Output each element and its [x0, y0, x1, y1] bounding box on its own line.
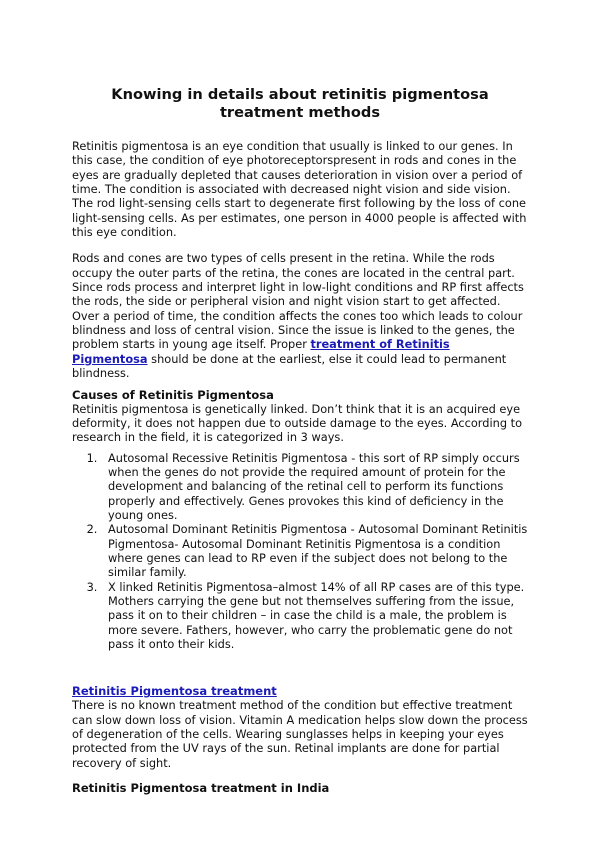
causes-heading: Causes of Retinitis Pigmentosa: [72, 387, 274, 402]
list-item: 2. Autosomal Dominant Retinitis Pigmentosa - Autosomal Dominant Retinitis Pigmentosa- Autosomal Dominant Retinitis Pigmentosa is a condition where genes can lead to RP even if the subject does not belong to the similar family.: [101, 522, 528, 579]
intro-paragraph: Retinitis pigmentosa is an eye condition that usually is linked to our genes. In this case, the condition of eye photoreceptorspresent in rods and cones in the eyes are gradually depleted that causes deterioration in vision over a period of time. The condition is associated with decreased night vision and side vision. The rod light-sensing cells start to degenerate first following by the loss of cone light-sensing cells. As per estimates, one person in 4000 people is affected with this eye condition.: [72, 139, 527, 240]
treatment-heading-link[interactable]: Retinitis Pigmentosa treatment: [72, 684, 277, 699]
treatment-paragraph: There is no known treatment method of the condition but effective treatment can slow down loss of vision. Vitamin A medication helps slow down the process of degeneration of the cells. Wearing sunglasses helps in keeping your eyes protected from the UV rays of the sun. Retinal implants are done for partial recovery of sight.: [72, 698, 528, 770]
causes-intro-paragraph: Retinitis pigmentosa is genetically linked. Don’t think that it is an acquired eye deformity, it does not happen due to outside damage to the eyes. According to research in the field, it is categorized in 3 ways.: [72, 401, 523, 445]
paragraph-text: Rods and cones are two types of cells present in the retina. While the rods occupy the outer parts of the retina, the cones are located in the central part. Since rods process and interpret light in low-light conditions and RP first affects the rods, the side or peripheral vision and night vision start to get affected. Over a period of time, the condition affects the cones too which leads to colour blindness and loss of central vision. Since the issue is linked to the genes, the problem starts in young age itself. Proper: [72, 251, 524, 352]
list-item: 1. Autosomal Recessive Retinitis Pigmentosa - this sort of RP simply occurs when the genes do not provide the required amount of protein for the development and balancing of the retinal cell to perform its functions properly and effectively. Genes provokes this kind of deficiency in the young ones.: [101, 451, 528, 523]
paragraph-text: should be done at the earliest, else it could lead to permanent blindness.: [72, 351, 507, 381]
treatment-heading: [72, 684, 528, 698]
causes-list: [72, 451, 528, 652]
rods-cones-paragraph: [72, 251, 528, 380]
page-title: Knowing in details about retinitis pigmentosa treatment methods: [111, 86, 489, 121]
list-item: 3. X linked Retinitis Pigmentosa–almost 14% of all RP cases are of this type. Mothers carrying the gene but not themselves suffering from the issue, pass it on to their children – in case the child is a male, the problem is more severe. Fathers, however, who carry the problematic gene do not pass it onto their kids.: [101, 580, 528, 652]
article-body: [72, 139, 528, 795]
india-heading: Retinitis Pigmentosa treatment in India: [72, 781, 330, 796]
treatment-link[interactable]: treatment of Retinitis Pigmentosa: [72, 337, 450, 366]
